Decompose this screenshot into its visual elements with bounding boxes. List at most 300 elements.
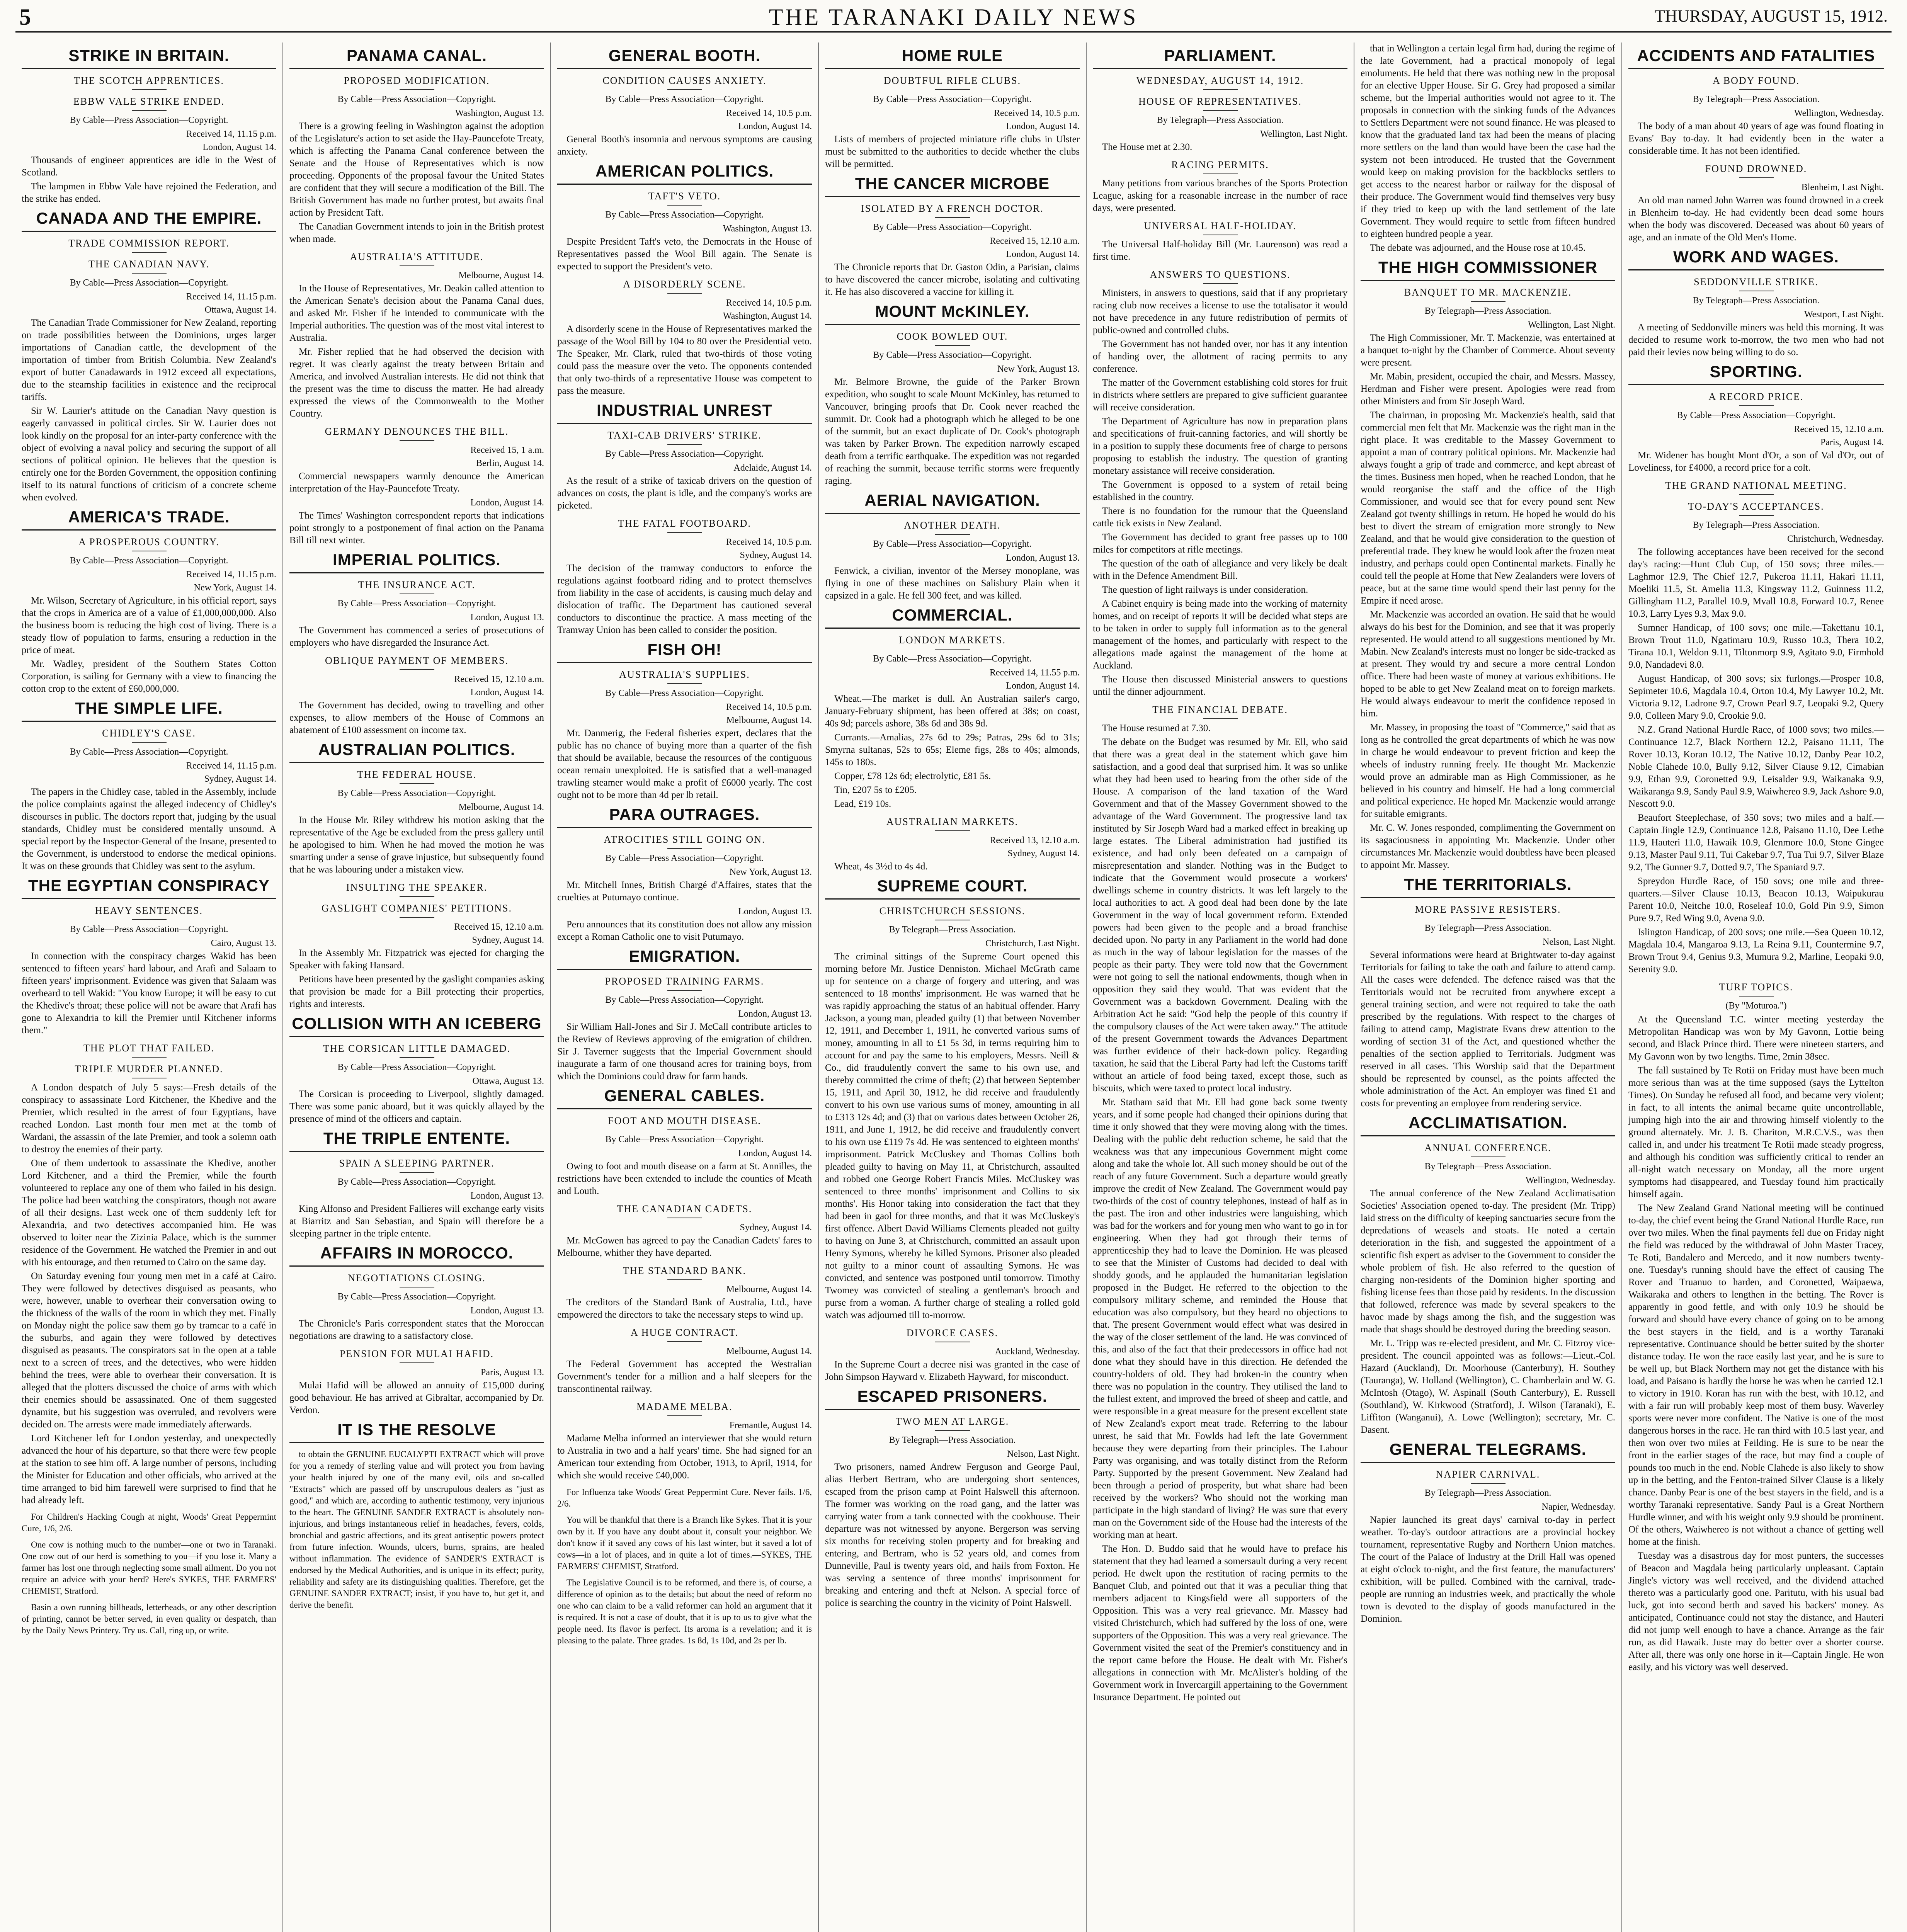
subheadline: INSULTING THE SPEAKER. [289,881,544,897]
dateline: Christchurch, Wednesday. [1787,534,1884,544]
article-paragraph: Mulai Hafid will be allowed an annuity of £15,000 during good behaviour. He has arrived at Gibraltar, accompanied by Dr. Verdon. [289,1380,544,1415]
section-headline: AUSTRALIAN POLITICS. [289,740,544,763]
dateline: Received 14, 11.15 p.m. [186,129,276,139]
subheadline: DIVORCE CASES. [825,1327,1080,1342]
dateline: Nelson, Last Night. [1007,1449,1080,1459]
subheadline: COOK BOWLED OUT. [825,330,1080,346]
article-paragraph: Wheat, 4s 3½d to 4s 4d. [834,861,928,872]
subheadline: AUSTRALIAN MARKETS. [825,816,1080,831]
article-paragraph: The chairman, in proposing Mr. Mackenzie's health, said that commercial men felt that Mr. Mackenzie was the right man in the right place. It was creditable to the Massey Government to appoint a man of contrary political opinions. Mr. Mackenzie had always fought a grip of trade and commerce, and kept abreast of the times. Business men hoped, when he reached London, that he would reorganise the staff and the office of the High Commissioner, and would see that for every pound sent New Zealand got twenty shillings in return. He hoped he would do his best to divert the stream of emigration more strongly to New Zealand, and that he would give consideration to the question of preferential trade. They knew he would look after the frozen meat industry, and perhaps could open Continental markets. Finally he could tell the people at Home that New Zealanders were lovers of peace, but at the same time would spend their last penny for the Empire if need arose. [1361,410,1615,606]
subheadline: UNIVERSAL HALF-HOLIDAY. [1093,220,1347,235]
byline: By Cable—Press Association—Copyright. [70,747,228,757]
article-paragraph: An old man named John Warren was found drowned in a creek in Blenheim to-day. He had evidently been dead some hours when the body was discovered. Deceased was about 60 years of age, and an inmate of the Old Men's Home. [1628,195,1884,243]
advertisement-paragraph: One cow is nothing much to the number—one or two in Taranaki. One cow out of our herd is something to you—if you lose it. Many a farmer has lost one through neglecting some small ailment. Do you not require an advice with your herd? Here's SYKES, THE FARMERS' CHEMIST, Stratford. [22,1540,276,1596]
subheadline: AUSTRALIA'S SUPPLIES. [557,668,812,684]
byline: By Cable—Press Association—Copyright. [337,1292,496,1302]
subheadline: TRIPLE MURDER PLANNED. [22,1063,276,1078]
article-paragraph: Beaufort Steeplechase, of 350 sovs; two miles and a half.—Captain Jingle 12.9, Continuance 12.8, Paisano 11.10, Dee Lethe 11.9, Hauteri 11.0, Hawaik 10.9, Glenmore 10.0, Stone Gingee 9.13, Master Paul 9.11, Tui Cakebar 9.7, Tua Tui 9.7, Silver Blaze 9.2, The Gunner 9.7, Dotted 9.7, The Spaniard 9.7. [1628,813,1884,872]
article-paragraph: The Chronicle reports that Dr. Gaston Odin, a Parisian, claims to have discovered the cancer microbe, isolating and cultivating it. He has also discovered a vaccine for killing it. [825,262,1080,297]
dateline: Ottawa, August 14. [204,305,276,315]
article-paragraph: Mr. Danmerig, the Federal fisheries expert, declares that the public has no chance of buying more than a quarter of the fish that should be available, because the resources of the contiguous ocean remain unexploited. He is satisfied that a well-managed trawling steamer would make a profit of £6000 yearly. The cost ought not to be more than 4d per lb retail. [557,728,812,800]
section-headline: SUPREME COURT. [825,877,1080,900]
article-paragraph: Currants.—Amalias, 27s 6d to 29s; Patras, 29s 6d to 31s; Smyrna sultanas, 52s to 65s; Eleme figs, 28s to 40s; almonds, 145s to 180s. [825,732,1080,767]
dateline: London, August 13. [470,1306,544,1316]
byline: By Cable—Press Association—Copyright. [605,688,764,698]
section-headline: GENERAL TELEGRAMS. [1361,1440,1615,1463]
dateline: Napier, Wednesday. [1541,1502,1615,1512]
dateline: Melbourne, August 14. [458,802,544,812]
byline: By Cable—Press Association—Copyright. [70,115,228,125]
subheadline: GERMANY DENOUNCES THE BILL. [289,425,544,441]
byline: By Cable—Press Association—Copyright. [605,853,764,863]
advertisement-paragraph: You will be thankful that there is a Branch like Sykes. That it is your own by it. If you have any doubt about it, consult your neighbor. We don't know if it saved any cows of his last winter, but it saved a lot of cows—in a lot of places, and in quite a lot of times.—SYKES, THE FARMERS' CHEMIST, Stratford. [557,1515,812,1571]
article-paragraph: Mr. Statham said that Mr. Ell had gone back some twenty years, and if some people had changed their opinions during that time it only showed that they were moving along with the times. Dealing with the public debt reduction scheme, he said that the weakness was that any impecunious Government might come along and take the whole lot. All such money should be out of the reach of any future Government. Such a departure would greatly improve the credit of New Zealand. The Government would pay two-thirds of the cost of country telephones, instead of half as in the past. The iron and other industries were languishing, which was bad for the workers and for young men who want to go in for engineering. When they had got through their terms of apprenticeship they had to leave the Dominion. He was pleased to see that the Minister of Customs had decided to deal with shoddy goods, and he applauded the humanitarian legislation proposed in the Budget. He referred to the objection to the compulsory military scheme, and reminded the House that education was also compulsory, but they heard no objections to that. The present Government would effect what was desired in the way of the closer settlement of the land. He was convinced of this, and also of the fact that their predecessors in office had not done what they should have in this direction. He defended the country-holders of old. They had broken-in the country when there was no population in the country. They utilised the land to the fullest extent, and improved the breed of sheep and cattle, and were responsible in a great measure for the present excellent state of New Zealand's export meat trade. Referring to the labour unrest, he said that Mr. Fowlds had left the late Government because they were departing from their principles. The Labour Party was organising, and was totally distinct from the Reform Party. Supported by the present Government. New Zealand had been through a period of prosperity, but what share had been received by the workers? Who should not the working man participate in the high standard of living? He was sure that every man on the Government side of the House had the interests of the working man at heart. [1093,1097,1347,1540]
dateline: London, August 14. [738,121,812,131]
dateline: Melbourne, August 14. [726,1284,812,1294]
article-paragraph: The body of a man about 40 years of age was found floating in Evans' Bay to-day. It had evidently been in the water a considerable time. It has not been identified. [1628,121,1884,156]
section-headline: AMERICA'S TRADE. [22,508,276,531]
article-paragraph: Petitions have been presented by the gaslight companies asking that provision be made for a Bill protecting their properties, rights and interests. [289,974,544,1009]
subheadline: RACING PERMITS. [1093,159,1347,174]
dateline: London, August 14. [202,142,276,152]
subheadline: ANOTHER DEATH. [825,519,1080,535]
section-headline: COLLISION WITH AN ICEBERG [289,1014,544,1037]
byline: By Telegraph—Press Association. [1693,94,1820,104]
article-paragraph: Tuesday was a disastrous day for most punters, the successes of Beacon and Magdala being particularly unpleasant. Captain Jingle's victory was well received, and the dividend attached thereto was a particularly good one. Paritutu, with his usual bad luck, got into second berth and saved his backers' money. As anticipated, Continuance could not stay the distance, and Hauteri did not jump well enough to have a chance. Arrange as the fair run, as did Hawaik. Juste may do better over a shorter course. After all, there was only one horse in it—Captain Jingle. He won easily, and his victory was well deserved. [1628,1551,1884,1672]
section-headline: EMIGRATION. [557,947,812,970]
subheadline: PENSION FOR MULAI HAFID. [289,1348,544,1363]
article-paragraph: The New Zealand Grand National meeting will be continued to-day, the chief event being the Grand National Hurdle Race, run over two miles. When the final payments fell due on Friday night the field was reduced by the withdrawal of John Master Tracey, Te Roti, Bandalero and Mercedo, and it now numbers twenty-one. Tuesday's running should have the effect of causing The Rover and Truanuo to harden, and Coronetted, Waipaewa, Waikaraka and others to lengthen in the betting. The Rover is apparently in good fettle, and with only 10.9 he should be forward and should have every chance of going on to be among the best stayers in the field, and is a worthy Taranaki representative. Continuance should be better suited by the shorter distance today. He won the race easily last year, and he is sure to be well up, but Black Northern may not get the distance with his load, and Paisano is hardly the horse he was when he carried 12.1 to victory in 1910. Koran has run with the best, with 10.12, and with a fair run will probably keep most of them busy. Waverley sports were never more confident. The Native is one of the most dangerous horses in the race. He ran third with 10.5 last year, and then won over two miles at Feilding. He is sure to be near the front in the earlier stages of the race, but may find a couple of pounds too much in the end. Noble Clahede is also likely to show up in the betting, and the Fenton-trained Silver Clause is a likely chance. Danby Pear is one of the best stayers in the field, and is a worthy Taranaki representative. Sandy Paul is a Great Northern Hurdle winner, and with his weight only 9.9 should be prominent. Of the others, Waiwhereo is not without a chance of getting well home at the finish. [1628,1203,1884,1547]
subheadline: THE PLOT THAT FAILED. [22,1042,276,1058]
article-paragraph: A London despatch of July 5 says:—Fresh details of the conspiracy to assassinate Lord Kitchener, the Khedive and the Premier, which resulted in the arrest of four Egyptians, have reached London. Last month four men met at the tomb of Wardani, the assassin of the late Premier, and took a solemn oath to destroy the enemies of their party. [22,1082,276,1155]
subheadline: GASLIGHT COMPANIES' PETITIONS. [289,902,544,918]
article-paragraph: King Alfonso and President Fallieres will exchange early visits at Biarritz and San Sebastian, and Spain will therefore be a sleeping partner in the triple entente. [289,1204,544,1239]
dateline: London, August 13. [470,1191,544,1201]
dateline: Received 14, 11.15 p.m. [186,761,276,771]
section-headline: AMERICAN POLITICS. [557,162,812,185]
article-paragraph: Mr. Mackenzie was accorded an ovation. He said that he would always do his best for the Dominion, and see that it was properly represented. He would attend to all suggestions mentioned by Mr. Mabin. New Zealand's interests must no longer be side-tracked as at present. They would try and secure a more central London office. There had been waste of money at various exhibitions. He hoped to be able to get New Zealand meat on to foreign markets. He would always endeavour to merit the confidence reposed in him. [1361,609,1615,719]
subheadline: OBLIQUE PAYMENT OF MEMBERS. [289,655,544,670]
subheadline: ANSWERS TO QUESTIONS. [1093,269,1347,284]
section-headline: ACCLIMATISATION. [1361,1114,1615,1136]
subheadline: THE FATAL FOOTBOARD. [557,517,812,533]
advertisement-paragraph: to obtain the GENUINE EUCALYPTI EXTRACT which will prove for you a remedy of sterling value and will protect you from having your health injured by one of the many evil, oils and so-called "Extracts" which are passed off by unscrupulous dealers as "just as good," and which are, according to authentic testimony, very injurious to the heart. The GENUINE SANDER EXTRACT is absolutely non-injurious, and brings instantaneous relief in headaches, fevers, colds, bronchial and gastric affections, and its great antiseptic powers protect from future infection. Wounds, ulcers, burns, sprains, are healed without inflammation. The evidence of SANDER'S EXTRACT is endorsed by the Medical Authorities, and is unique in its effect; purity, reliability and safety are its distinguishing qualities. Therefore, get the GENUINE SANDER EXTRACT; insist, if you have to, but get it, and derive the benefit. [289,1449,544,1610]
article-paragraph: N.Z. Grand National Hurdle Race, of 1000 sovs; two miles.—Continuance 12.7, Black Northern 12.2, Paisano 11.11, The Rover 10.13, Koran 10.12, The Native 10.12, Danby Pear 10.2, Noble Clahede 10.0, Bully 9.12, Silver Clause 9.12, Cimabian 9.9, Ethan 9.9, Coronetted 9.9, Leisalder 9.9, Waikanaka 9.9, Waikaranga 9.9, Sandy Paul 9.9, Waiwhereo 9.9, Jack Ashore 9.0, Nescott 9.0. [1628,724,1884,809]
subheadline: SEDDONVILLE STRIKE. [1628,276,1884,291]
article-paragraph: Sumner Handicap, of 100 sovs; one mile.—Takettanu 10.1, Brown Trout 11.0, Ngatimaru 10.9, Russo 10.3, Thera 10.2, Tirana 10.1, Weldon 9.11, Tiltonmorp 9.9, Agitato 9.0, Firmhold 9.0, Nandadevi 8.0. [1628,622,1884,670]
section-headline: THE CANCER MICROBE [825,174,1080,197]
dateline: Nelson, Last Night. [1543,937,1615,947]
dateline: Sydney, August 14. [204,774,276,784]
dateline: London, August 13. [738,906,812,917]
byline: By Cable—Press Association—Copyright. [873,539,1032,549]
section-headline: THE SIMPLE LIFE. [22,699,276,722]
subheadline: THE FEDERAL HOUSE. [289,769,544,784]
column-6 [1354,43,1622,1932]
byline: (By "Moturoa.") [1725,1001,1787,1011]
dateline: London, August 13. [1006,553,1080,563]
subheadline: THE SCOTCH APPRENTICES. [22,75,276,90]
subheadline: A HUGE CONTRACT. [557,1327,812,1342]
subheadline: FOUND DROWNED. [1628,163,1884,178]
section-headline: THE HIGH COMMISSIONER [1361,258,1615,281]
article-paragraph: Lord Kitchener left for London yesterday, and unexpectedly advanced the hour of his departure, so that there were few people at the station to see him off. A large number of persons, including the Minister for Education and other officials, who arrived at the time arranged to bid him farewell were surprised to find that he had already left. [22,1433,276,1505]
dateline: Received 14, 11.15 p.m. [186,570,276,580]
section-headline: IT IS THE RESOLVE [289,1420,544,1443]
article-paragraph: The debate on the Budget was resumed by Mr. Ell, who said that there was a great deal in the statement which gave him satisfaction, and a good deal that surprised him. It was so unlike what they had been used to hearing from the other side of the House. A comparison of the land taxation of the Ward Government and that of the Massey Government showed to the advantage of the Ward Government. The progressive land tax instituted by Sir Joseph Ward had a marked effect in breaking up large estates. The Liberal administration had justified its existence, and had only been defeated on a campaign of misrepresentation and slander. Nothing was in the Budget to indicate that the Government would prosecute a workers' dwellings scheme in country districts. It was left largely to the local authorities to act. A good deal had been done by the late Government in the way of local government reform. Extended powers had been given to the people and a broad franchise decided upon. No party in any Parliament in the world had done as much in the way of labour legislation for the masses of the people as their party. They were told now that the Government were not going to sell the national endowments, though when in opposition they said they would. That was evident that the Government was a backdown Government. Dealing with the Arbitration Act he said: "God help the people of this country if the compulsory clauses of the Act were taken away." The attitude of the present Government towards the Advances Department was further evidence of their back-down policy. Regarding taxation, he said that the Liberal Party had left the Customs tariff without an article of food being taxed, except those, such as biscuits, which were taxed to protect local industry. [1093,737,1347,1094]
byline: By Cable—Press Association—Copyright. [873,94,1032,104]
article-paragraph: The Canadian Government intends to join in the British protest when made. [289,221,544,244]
dateline: London, August 14. [470,687,544,697]
advertisement-paragraph: Basin a own running billheads, letterheads, or any other description of printing, cannot be better served, in even quality or despatch, than by the Daily News Printery. Try us. Call, ring up, or write. [22,1602,276,1635]
article-paragraph: The Government has commenced a series of prosecutions of employers who have disregarded the Insurance Act. [289,625,544,648]
article-paragraph: The Government has decided to grant free passes up to 100 miles for competitors at rifle meetings. [1093,532,1347,555]
byline: By Telegraph—Press Association. [1157,115,1284,125]
subheadline: ANNUAL CONFERENCE. [1361,1142,1615,1157]
dateline: Christchurch, Last Night. [985,939,1080,949]
column-3 [551,43,819,1932]
article-paragraph: General Booth's insomnia and nervous symptoms are causing anxiety. [557,134,812,157]
section-headline: PANAMA CANAL. [289,46,544,69]
subheadline: ATROCITIES STILL GOING ON. [557,833,812,849]
byline: By Telegraph—Press Association. [1693,520,1820,530]
article-paragraph: The House resumed at 7.30. [1102,723,1211,733]
article-paragraph: Sir William Hall-Jones and Sir J. McCall contribute articles to the Review of Reviews approving of the emigration of children. Sir J. Taverner suggests that the Imperial Government should inaugurate a farm of one thousand acres for training boys, from which the Dominions could draw for farm hands. [557,1022,812,1082]
article-paragraph: Mr. Wilson, Secretary of Agriculture, in his official report, says that the crops in America are of a value of £1,000,000,000. Also the business boom is reducing the high cost of living. There is a steady flow of population to farms, ensuring a reduction in the price of meat. [22,595,276,655]
article-paragraph: In the Assembly Mr. Fitzpatrick was ejected for charging the Speaker with faking Hansard. [289,948,544,971]
article-paragraph: Lists of members of projected miniature rifle clubs in Ulster must be submitted to the authorities to decide whether the clubs will be permitted. [825,134,1080,169]
dateline: Wellington, Last Night. [1528,320,1615,330]
subheadline: TWO MEN AT LARGE. [825,1415,1080,1431]
article-paragraph: The decision of the tramway conductors to enforce the regulations against footboard riding and to protect themselves from liability in the case of accidents, is causing much delay and dislocation of traffic. The Department has cautioned several conductors to discontinue the practice. A mass meeting of the Tramway Union has been called to consider the position. [557,563,812,635]
byline: By Cable—Press Association—Copyright. [70,924,228,934]
subheadline: TRADE COMMISSION REPORT. [22,237,276,253]
subheadline: PROPOSED MODIFICATION. [289,75,544,90]
article-paragraph: Sir W. Laurier's attitude on the Canadian Navy question is eagerly canvassed in political circles. Sir W. Laurier does not look kindly on the proposal for an inter-party conference with the object of evolving a naval policy and securing the support of all sections of political opinion. He believes that the question is entirely one for the Borden Government, the opposition confining itself to its natural functions of criticism of a concrete scheme when evolved. [22,406,276,503]
article-paragraph: August Handicap, of 300 sovs; six furlongs.—Prosper 10.8, Sepimeter 10.6, Magdala 10.4, Orton 10.4, My Lawyer 10.2, Mt. Victoria 9.12, Ladrone 9.7, Crown Pearl 9.7, Leopaki 9.2, Query 9.0, Colleen Mary 9.0, Crookie 9.0. [1628,673,1884,721]
article-paragraph: Thousands of engineer apprentices are idle in the West of Scotland. [22,155,276,178]
subheadline: TO-DAY'S ACCEPTANCES. [1628,500,1884,516]
subheadline: EBBW VALE STRIKE ENDED. [22,95,276,111]
column-1 [15,43,283,1932]
article-paragraph: Mr. Massey, in proposing the toast of "Commerce," said that as long as he controlled the great departments of which he was now in charge he would endeavour to prevent friction and keep the wheels of industry running freely. He thought Mr. Mackenzie would prove an admirable man as High Commissioner, as he believed in his country and himself. He had a long commercial and political experience. He hoped Mr. Mackenzie would arrange for suitable emigrants. [1361,722,1615,819]
section-headline: ESCAPED PRISONERS. [825,1387,1080,1410]
article-paragraph: There is a growing feeling in Washington against the adoption of the Legislature's action to set aside the Hay-Pauncefote Treaty, which is affecting the Panama Canal conference between the Senate and the House of Representatives which is now proceeding. Opponents of the proposal favour the United States are confident that they will secure a modification of the Bill. The British Government has made no further protest, but awaits final action by President Taft. [289,121,544,218]
dateline: Melbourne, August 14. [458,270,544,281]
dateline: Wellington, Wednesday. [1794,108,1884,118]
subheadline: TAFT'S VETO. [557,190,812,206]
dateline: Received 15, 12.10 a.m. [990,236,1080,246]
article-paragraph: Tin, £207 5s to £205. [834,785,917,795]
article-paragraph: A disorderly scene in the House of Representatives marked the passage of the Wool Bill by 104 to 80 over the Presidential veto. The Speaker, Mr. Clark, ruled that two-thirds of those voting could pass the measure over the veto. The opponents contended that only two-thirds of a representative House was competent to pass the measure. [557,324,812,396]
byline: By Telegraph—Press Association. [889,925,1016,935]
article-paragraph: In the House of Representatives, Mr. Deakin called attention to the American Senate's decision about the Panama Canal dues, and asked Mr. Fisher if he intended to communicate with the Imperial authorities. The question was of the most vital interest to Australia. [289,283,544,343]
dateline: Melbourne, August 14. [726,715,812,725]
subheadline: MORE PASSIVE RESISTERS. [1361,903,1615,919]
byline: By Cable—Press Association—Copyright. [605,210,764,220]
dateline: Received 15, 12.10 a.m. [1794,424,1884,434]
section-headline: CANADA AND THE EMPIRE. [22,209,276,232]
subheadline: HEAVY SENTENCES. [22,905,276,920]
section-headline: INDUSTRIAL UNREST [557,401,812,424]
article-paragraph: The Chronicle's Paris correspondent states that the Moroccan negotiations are drawing to a satisfactory close. [289,1318,544,1341]
article-paragraph: Mr. L. Tripp was re-elected president, and Mr. C. Fitzroy vice-president. The council appointed was as follows:—Lieut.-Col. Hazard (Auckland), Dr. Moorhouse (Canterbury), H. Southey (Tauranga), W. Holland (Wellington), C. Chamberlain and W. G. McIntosh (Otago), W. Aspinall (South Canterbury), E. Russell (Southland), W. Kirkwood (Stratford), J. Wilson (Taranaki), E. Liffiton (Wanganui), A. Lowe (Wellington); secretary, Mr. C. Dasent. [1361,1338,1615,1435]
dateline: Adelaide, August 14. [733,463,812,473]
subheadline: MADAME MELBA. [557,1401,812,1416]
subheadline: CHRISTCHURCH SESSIONS. [825,905,1080,920]
subheadline: THE CORSICAN LITTLE DAMAGED. [289,1043,544,1058]
dateline: Wellington, Last Night. [1260,129,1347,139]
article-paragraph: Several informations were heard at Brightwater to-day against Territorials for failing to take the oath and failure to attend camp. All the cases were defended. The defence raised was that the Territorials would not be recruited from anywhere except a general training section, and were not required to take the oath prescribed by the regulations. With respect to the charges of failing to attend camp, Magistrate Evans drew attention to the wording of section 31 of the Act, and questioned whether the penalties of the section applied to Territorials. Judgment was reserved in all cases. This Worship said that the Department should be represented by counsel, as the points affected the whole administration of the Act. An employer was fined £1 and costs for preventing an employee from rendering service. [1361,950,1615,1109]
dateline: Received 14, 10.5 p.m. [726,537,812,547]
section-headline: GENERAL BOOTH. [557,46,812,69]
dateline: London, August 14. [1006,121,1080,131]
section-headline: COMMERCIAL. [825,606,1080,629]
article-paragraph: Mr. Fisher replied that he had observed the decision with regret. It was clearly against the treaty between Britain and America, and involved Australian interests. He did not think that the present was the time to discuss the matter. He had already expressed the views of the Commonwealth to the Mother Country. [289,347,544,419]
byline: By Telegraph—Press Association. [1424,923,1551,933]
article-paragraph: The House then discussed Ministerial answers to questions until the dinner adjournment. [1093,674,1347,697]
article-paragraph: A Cabinet enquiry is being made into the working of maternity homes, and on receipt of reports it will be decided what steps are to be taken in order to supply full information as to the general management of the homes, and particularly with respect to the allegations made against the management of the home at Auckland. [1093,599,1347,671]
byline: By Cable—Press Association—Copyright. [605,94,764,104]
dateline: Washington, August 13. [455,108,544,118]
byline: By Telegraph—Press Association. [1424,306,1551,316]
byline: By Cable—Press Association—Copyright. [70,556,228,566]
article-paragraph: Napier launched its great days' carnival to-day in perfect weather. To-day's outdoor attractions are a provincial hockey tournament, representative Rugby and Northern Union matches. The court of the Palace of Industry at the Drill Hall was opened at eight o'clock to-night, and the first feature, the manufacturers' exhibition, will be pulled. Combined with the carnival, trade-people are running an industries week, and practically the whole town is devoted to the display of goods manufactured in the Dominion. [1361,1515,1615,1624]
article-paragraph: In the House Mr. Riley withdrew his motion asking that the representative of the Age be excluded from the press gallery until he apologised to him. When he had moved the motion he was smarting under a sense of grave injustice, but subsequently found that he was labouring under a mistaken view. [289,815,544,875]
dateline: Sydney, August 14. [740,1223,812,1233]
byline: By Telegraph—Press Association. [1693,296,1820,306]
byline: By Telegraph—Press Association. [1424,1488,1551,1498]
article-paragraph: The Hon. D. Buddo said that he would have to preface his statement that they had learned a somersault during a very recent period. He dwelt upon the restitution of racing permits to the Banquet Club, and pointed out that it was a peculiar thing that members adjacent to Kingsfield were all supporters of the Opposition. This was a very real grievance. Mr. Massey had visited Christchurch, which had suffered by the loss of one, were supporters of the Opposition. This was a very real grievance. The Government visited the seat of the Premier's constituency and in the report came before the House. He dealt with Mr. Fisher's allegations in connection with Mr. McAlister's holding of the Government work in Invercargill appertaining to the Government Insurance Department. He pointed out [1093,1544,1347,1702]
section-headline: THE TERRITORIALS. [1361,875,1615,898]
article-paragraph: One of them undertook to assassinate the Khedive, another Lord Kitchener, and a third the Premier, while the fourth volunteered to replace any one of them who failed in his design. The police had been watching the conspirators, though not aware of all their designs. Last week one of them suddenly left for Alexandria, and two detectives accompanied him. He was observed to loiter near the Zizinia Palace, which is the summer residence of the Government. He watched the Premier in and out with his entourage, and then returned to Cairo on the same day. [22,1158,276,1267]
dateline: Received 14, 10.5 p.m. [994,108,1080,118]
article-paragraph: The debate was adjourned, and the House rose at 10.45. [1370,243,1586,253]
column-4 [819,43,1087,1932]
dateline: London, August 13. [470,612,544,622]
article-paragraph: The papers in the Chidley case, tabled in the Assembly, include the police complaints against the alleged indecency of Chidley's discourses in public. The doctors report that, judging by the usual standards, Chidley must be considered mentally unsound. A special report by the Inspector-General of the Insane, presented to the Government, is understood to endorse the medical opinions. It was on these grounds that Chidley was sent to the asylum. [22,787,276,871]
byline: By Telegraph—Press Association. [889,1435,1016,1445]
dateline: London, August 14. [738,1148,812,1158]
dateline: Received 13, 12.10 a.m. [990,835,1080,845]
section-headline: HOME RULE [825,46,1080,69]
byline: By Cable—Press Association—Copyright. [873,350,1032,360]
article-paragraph: Peru announces that its constitution does not allow any mission except a Roman Catholic one to visit Putumayo. [557,919,812,942]
article-paragraph: Owing to foot and mouth disease on a farm at St. Annilles, the restrictions have been extended to include the counties of Meath and Louth. [557,1161,812,1196]
subheadline: A PROSPEROUS COUNTRY. [22,536,276,551]
article-paragraph: that in Wellington a certain legal firm had, during the regime of the late Government, had a practical monopoly of legal emoluments. He held that there was nothing new in the proposal for an elective Upper House. Sir G. Grey had proposed a similar scheme, but the Imperial authorities would not agree to it. The proposals in connection with the sinking funds of the Advances to Settlers Department were not sound finance. He was pleased to know that the graduated land tax had been the means of placing more settlers on the land than would have been the case had the system not been introduced. He trusted that the Government would keep on making provision for the backblocks settlers to get access to the nearest harbor or railway for the disposal of their produce. The Government would find themselves very busy if they tried to keep up with the land settlement of the late Government. They would require to settle from fifteen hundred to eighteen hundred people a year. [1361,43,1615,239]
section-headline: AERIAL NAVIGATION. [825,491,1080,514]
article-paragraph: Spreydon Hurdle Race, of 150 sovs; one mile and three-quarters.—Silver Clause 10.13, Beacon 10.13, Waipukurau Parent 10.0, Neitche 10.0, Roseleaf 10.0, Gold Pin 9.9, Simon Pure 9.7, Red Wing 9.0, Avena 9.0. [1628,876,1884,923]
article-paragraph: Ministers, in answers to questions, said that if any proprietary racing club now receives a license to use the totalisator it would not have precedence in any future redistribution of permits of public-owned and controlled clubs. [1093,288,1347,335]
dateline: Received 14, 10.5 p.m. [726,702,812,712]
byline: By Cable—Press Association—Copyright. [605,1134,764,1145]
article-paragraph: Copper, £78 12s 6d; electrolytic, £81 5s. [834,771,991,781]
dateline: New York, August 14. [194,583,276,593]
subheadline: CHIDLEY'S CASE. [22,727,276,743]
article-paragraph: Mr. Belmore Browne, the guide of the Parker Brown expedition, who sought to scale Mount McKinley, has returned to Vancouver, bringing proofs that Dr. Cook never reached the summit. Dr. Cook had a photograph which he alleged to be one of the summit, but an exact duplicate of Dr. Cook's photograph was taken by Parker Brown. The expedition narrowly escaped death from a terrific earthquake. The expedition was not regarded of reaching the summit, because terrific storms were frequently raging. [825,377,1080,486]
subheadline: NAPIER CARNIVAL. [1361,1468,1615,1484]
subheadline: NEGOTIATIONS CLOSING. [289,1272,544,1287]
article-paragraph: The criminal sittings of the Supreme Court opened this morning before Mr. Justice Denniston. Michael McGrath came up for sentence on a charge of forgery and uttering, and was sentenced to 18 months' imprisonment. He was warned that he was rapidly approaching the status of an habitual offender. Harry Jackson, a young man, pleaded guilty (1) that between November 12, 1911, and December 1, 1911, he converted various sums of money, amounting in all to £1 5s 3d, in terms requiring him to account for and pay the same to his employers, Messrs. Neill & Co., did fraudulently convert the same to his own use, and thereby committed the crime of theft; (2) that between September 15, 1911, and April 30, 1912, he did receive and fraudulently convert to his own use various sums of money, amounting in all to £313 12s 4d; and (3) that on various dates between October 26, 1911, and June 1, 1912, he did receive and fraudulently convert to his own use £119 7s 4d. He was sentenced to eighteen months' imprisonment. Patrick McCluskey and Thomas Collins both pleaded guilty to having on May 11, at Christchurch, assaulted and robbed one George Robert Francis Miles. McCluskey was sentenced to three months' imprisonment and Collins to six months'. His Honor taking into consideration the fact that they had been in gaol for three months, and that it was McCluskey's first offence. Albert David Williams Clements pleaded not guilty to having on June 3, at Christchurch, committed an assault upon Henry Symons, whereby he killed Symons. Prisoner also pleaded not guilty to a minor count of assaulting Symons. He was convicted, and sentence was postponed until tomorrow. Timothy Twomey was convicted of stealing a gentleman's brooch and purse from a woman. A further charge of stealing a rolled gold watch was adjourned till to-morrow. [825,951,1080,1320]
article-paragraph: Mr. Mabin, president, occupied the chair, and Messrs. Massey, Herdman and Fisher were present. Apologies were read from other Ministers and from Sir Joseph Ward. [1361,371,1615,406]
page-number: 5 [19,4,31,30]
article-paragraph: In connection with the conspiracy charges Wakid has been sentenced to fifteen years' hard labour, and Arafi and Salaam to fifteen years' imprisonment. Evidence was given that Salaam was overheard to tell Wakid: "You know Europe; it will be easy to cut the Khedive's throat; these police will not be aware that Arafi has gone to Alexandria to kill the Premier until Kitchener informs them." [22,951,276,1036]
subheadline: THE STANDARD BANK. [557,1265,812,1280]
section-headline: GENERAL CABLES. [557,1087,812,1109]
section-headline: IMPERIAL POLITICS. [289,551,544,573]
dateline: London, August 14. [1006,681,1080,691]
article-paragraph: Many petitions from various branches of the Sports Protection League, asking for a reasonable increase in the number of race days, were presented. [1093,178,1347,213]
subheadline: PROPOSED TRAINING FARMS. [557,975,812,991]
article-paragraph: Fenwick, a civilian, inventor of the Mersey monoplane, was flying in one of these machines on Salisbury Plain when it capsized in a gale. He fell 300 feet, and was killed. [825,566,1080,601]
dateline: Berlin, August 14. [476,458,544,468]
dateline: Westport, Last Night. [1804,310,1884,320]
article-paragraph: The question of light railways is under consideration. [1102,585,1308,595]
newspaper-title: THE TARANAKI DAILY NEWS [769,4,1138,30]
dateline: Washington, August 14. [723,311,812,321]
columns-container [15,43,1892,1932]
dateline: New York, August 13. [997,364,1080,374]
article-paragraph: Wheat.—The market is dull. An Australian sailer's cargo, January-February shipment, has been offered at 38s; on coast, 40s 9d; parcels ashore, 38s 6d and 38s 9d. [825,694,1080,729]
article-paragraph: The High Commissioner, Mr. T. Mackenzie, was entertained at a banquet to-night by the Chamber of Commerce. About seventy were present. [1361,333,1615,368]
article-paragraph: Mr. Widener has bought Mont d'Or, a son of Val d'Or, out of Loveliness, for £4000, a record price for a colt. [1628,450,1884,473]
issue-date: THURSDAY, AUGUST 15, 1912. [1654,7,1888,26]
dateline: Received 15, 12.10 a.m. [454,922,544,932]
byline: By Cable—Press Association—Copyright. [337,94,496,104]
section-headline: PARA OUTRAGES. [557,805,812,828]
column-7 [1622,43,1890,1932]
article-paragraph: Lead, £19 10s. [834,799,891,809]
dateline: Ottawa, August 13. [472,1076,544,1086]
byline: By Cable—Press Association—Copyright. [1677,410,1836,420]
dateline: Sydney, August 14. [1007,849,1080,859]
subheadline: TURF TOPICS. [1628,981,1884,997]
article-paragraph: Two prisoners, named Andrew Ferguson and George Paul, alias Herbert Bertram, who are undergoing short sentences, escaped from the prison camp at Point Halswell this afternoon. The former was working on the road gang, and the latter was carrying water from a tank connected with the cookhouse. Their departure was not witnessed by anyone. Bergerson was serving six months for receiving stolen property and for breaking and entering, and Bertram, who is 52 years old, and comes from Dunneville, Paul is twenty years old, and hails from Foxton. He was serving a sentence of three months' imprisonment for breaking and entering and theft at Nelson. A special force of police is searching the country in the vicinity of Point Halswell. [825,1462,1080,1608]
dateline: Received 14, 10.5 p.m. [726,298,812,308]
masthead [15,4,1892,33]
article-paragraph: Mr. Mitchell Innes, British Chargé d'Affaires, states that the cruelties at Putumayo continue. [557,880,812,903]
subheadline: SPAIN A SLEEPING PARTNER. [289,1157,544,1173]
subheadline: TAXI-CAB DRIVERS' STRIKE. [557,429,812,445]
dateline: Paris, August 13. [480,1367,544,1378]
article-paragraph: The question of the oath of allegiance and very likely be dealt with in the Defence Amendment Bill. [1093,558,1347,581]
advertisement-paragraph: The Legislative Council is to be reformed, and there is, of course, a difference of opinion as to the details; but about the need of reform no one who can claim to be a valid reformer can hold an argument that it is required. It is not a case of doubt, that it is up to us to give what the people need. Its flavor is perfect. Its aroma is a revelation; and it is pleasing to the palate. Three grades. 1s 8d, 1s 10d, and 2s per lb. [557,1578,812,1645]
article-paragraph: The lampmen in Ebbw Vale have rejoined the Federation, and the strike has ended. [22,181,276,204]
article-paragraph: Despite President Taft's veto, the Democrats in the House of Representatives passed the Wool Bill again. The Senate is expected to support the President's veto. [557,236,812,272]
subheadline: BANQUET TO MR. MACKENZIE. [1361,286,1615,302]
article-paragraph: Mr. McGowen has agreed to pay the Canadian Cadets' fares to Melbourne, whither they have departed. [557,1235,812,1258]
article-paragraph: In the Supreme Court a decree nisi was granted in the case of John Simpson Hayward v. Elizabeth Hayward, for misconduct. [825,1359,1080,1382]
dateline: New York, August 13. [729,867,812,877]
article-paragraph: The following acceptances have been received for the second day's racing:—Hunt Club Cup, of 150 sovs; three miles.—Laghmor 12.9, The Chief 12.7, Pukeroa 11.11, Hakari 11.11, Moeliki 11.5, St. Amelia 11.3, Kingsway 11.2, Guinness 11.2, Gillingham 11.2, Parallel 10.9, Mvall 10.8, Forward 10.7, Renee 10.3, Larry Lyes 9.3, Max 9.0. [1628,547,1884,619]
article-paragraph: The Government has decided, owing to travelling and other expenses, to allow members of the House of Commons an abatement of £100 assessment on income tax. [289,700,544,735]
dateline: Wellington, Wednesday. [1525,1175,1615,1185]
article-paragraph: A meeting of Seddonville miners was held this morning. It was decided to resume work to-morrow, the two men who had not paid their levies now being willing to do so. [1628,322,1884,357]
article-paragraph: The Federal Government has accepted the Westralian Government's tender for a million and a half sleepers for the transcontinental railway. [557,1359,812,1394]
dateline: Auckland, Wednesday. [995,1347,1080,1357]
dateline: Fremantle, August 14. [729,1420,812,1430]
subheadline: A RECORD PRICE. [1628,391,1884,406]
section-headline: AFFAIRS IN MOROCCO. [289,1244,544,1267]
subheadline: FOOT AND MOUTH DISEASE. [557,1115,812,1130]
subheadline: THE GRAND NATIONAL MEETING. [1628,480,1884,495]
article-paragraph: The annual conference of the New Zealand Acclimatisation Societies' Association opened to-day. The president (Mr. Tripp) laid stress on the difficulty of keeping sanctuaries secure from the depredations of weasels and stoats. He noted a certain deterioration in the fish, and suggested the appointment of a scientific fish expert as adviser to the Government to consider the whole problem of fish. He also referred to the question of charging non-residents of the Dominion higher sporting and fishing license fees than those paid by residents. In the discussion that followed, reference was made by several speakers to the havoc made by shags among the fish, and the suggestion was made that shags should be destroyed during the breeding season. [1361,1188,1615,1335]
dateline: Received 15, 1 a.m. [470,445,544,455]
dateline: Melbourne, August 14. [726,1346,812,1356]
subheadline: THE CANADIAN NAVY. [22,258,276,274]
subheadline: A BODY FOUND. [1628,75,1884,90]
byline: By Cable—Press Association—Copyright. [337,1062,496,1072]
section-headline: WORK AND WAGES. [1628,248,1884,270]
article-paragraph: Mr. Wadley, president of the Southern States Cotton Corporation, is sailing for Germany with a view to financing the cotton crop to the extent of £60,000,000. [22,659,276,694]
article-paragraph: The creditors of the Standard Bank of Australia, Ltd., have empowered the directors to take the necessary steps to wind up. [557,1297,812,1320]
byline: By Cable—Press Association—Copyright. [337,1177,496,1187]
article-paragraph: The House met at 2.30. [1102,142,1193,152]
byline: By Cable—Press Association—Copyright. [873,654,1032,664]
subheadline: AUSTRALIA'S ATTITUDE. [289,251,544,266]
byline: By Cable—Press Association—Copyright. [605,995,764,1005]
article-paragraph: On Saturday evening four young men met in a café at Cairo. They were followed by detectives disguised as peasants, who were, however, unable to overhear their conversation owing to the thickness of the walls of the room in which they met. Finally on Monday night the police saw them go by tramcar to a café in the suburbs, and again they were followed by detectives disguised as peasants. The conspirators sat in the open at a table next to a screen of trees, and the detectives, who were hidden behind the trees, were able to overhear their conversation. It is alleged that the plotters discussed the choice of arms with which their enemies should be assassinated. One of them suggested dynamite, but his suggestion was overruled, and revolvers were decided on. The arrests were made immediately afterwards. [22,1271,276,1430]
article-paragraph: The Government is opposed to a system of retail being established in the country. [1093,480,1347,502]
subheadline: THE INSURANCE ACT. [289,579,544,594]
advertisement-paragraph: For Influenza take Woods' Great Peppermint Cure. Never fails. 1/6, 2/6. [557,1487,812,1509]
subheadline: THE FINANCIAL DEBATE. [1093,704,1347,719]
subheadline: CONDITION CAUSES ANXIETY. [557,75,812,90]
section-headline: SPORTING. [1628,362,1884,385]
subheadline: HOUSE OF REPRESENTATIVES. [1093,95,1347,111]
byline: By Telegraph—Press Association. [1424,1162,1551,1172]
article-paragraph: As the result of a strike of taxicab drivers on the question of advances on costs, the plant is idle, and the company's works are picketed. [557,476,812,511]
dateline: London, August 13. [738,1009,812,1019]
byline: By Cable—Press Association—Copyright. [337,788,496,798]
dateline: Washington, August 13. [723,224,812,234]
article-paragraph: Commercial newspapers warmly denounce the American interpretation of the Hay-Pauncefote Treaty. [289,471,544,494]
section-headline: STRIKE IN BRITAIN. [22,46,276,69]
section-headline: THE TRIPLE ENTENTE. [289,1129,544,1152]
dateline: Received 14, 11.55 p.m. [989,668,1080,678]
column-2 [283,43,551,1932]
dateline: Sydney, August 14. [740,550,812,560]
subheadline: ISOLATED BY A FRENCH DOCTOR. [825,202,1080,218]
article-paragraph: The Universal Half-holiday Bill (Mr. Laurenson) was read a first time. [1093,239,1347,262]
subheadline: WEDNESDAY, AUGUST 14, 1912. [1093,75,1347,90]
section-headline: PARLIAMENT. [1093,46,1347,69]
dateline: Cairo, August 13. [211,938,276,948]
article-paragraph: The Canadian Trade Commissioner for New Zealand, reporting on trade possibilities between the Dominions, urges larger importations of Canadian cattle, the development of the importation of timber from British Columbia. New Zealand's export of butter Canadawards in 1912 exceed all expectations, due to the steamship facilities in existence and the reciprocal tariffs. [22,318,276,402]
article-paragraph: The Government has not handed over, nor has it any intention of handing over, the allotment of racing permits to any conference. [1093,339,1347,374]
subheadline: DOUBTFUL RIFLE CLUBS. [825,75,1080,90]
subheadline: A DISORDERLY SCENE. [557,278,812,294]
dateline: Received 14, 10.5 p.m. [726,108,812,118]
article-paragraph: The Corsican is proceeding to Liverpool, slightly damaged. There was some panic aboard, but it was quickly allayed by the presence of mind of the officers and captain. [289,1089,544,1124]
section-headline: ACCIDENTS AND FATALITIES [1628,46,1884,69]
article-paragraph: The Department of Agriculture has now in preparation plans and specifications of fruit-canning factories, and will shortly be in a position to supply these documents free of charge to persons proposing to establish the industry. The question of granting monetary assistance will receive consideration. [1093,416,1347,476]
byline: By Cable—Press Association—Copyright. [337,599,496,609]
article-paragraph: Islington Handicap, of 200 sovs; one mile.—Sea Queen 10.12, Magdala 10.4, Mangaroa 9.13, La Reina 9.11, Countermine 9.7, Brown Trout 9.4, Genius 9.3, Mumura 9.2, Marline, Leopaki 9.0, Serenity 9.0. [1628,927,1884,975]
dateline: Blenheim, Last Night. [1801,182,1884,192]
article-paragraph: Mr. C. W. Jones responded, complimenting the Government on its sagaciousness in appointing Mr. Mackenzie. Under other circumstances Mr. Mackenzie would doubtless have been pleased to appoint Mr. Massey. [1361,823,1615,870]
article-paragraph: There is no foundation for the rumour that the Queensland cattle tick exists in New Zealand. [1093,506,1347,529]
column-5 [1087,43,1354,1932]
section-headline: THE EGYPTIAN CONSPIRACY [22,876,276,899]
dateline: London, August 14. [470,498,544,508]
subheadline: THE CANADIAN CADETS. [557,1203,812,1218]
subheadline: LONDON MARKETS. [825,634,1080,650]
dateline: Paris, August 14. [1820,437,1884,447]
advertisement-paragraph: For Children's Hacking Cough at night, Woods' Great Peppermint Cure, 1/6, 2/6. [22,1512,276,1533]
dateline: Received 15, 12.10 a.m. [454,674,544,684]
